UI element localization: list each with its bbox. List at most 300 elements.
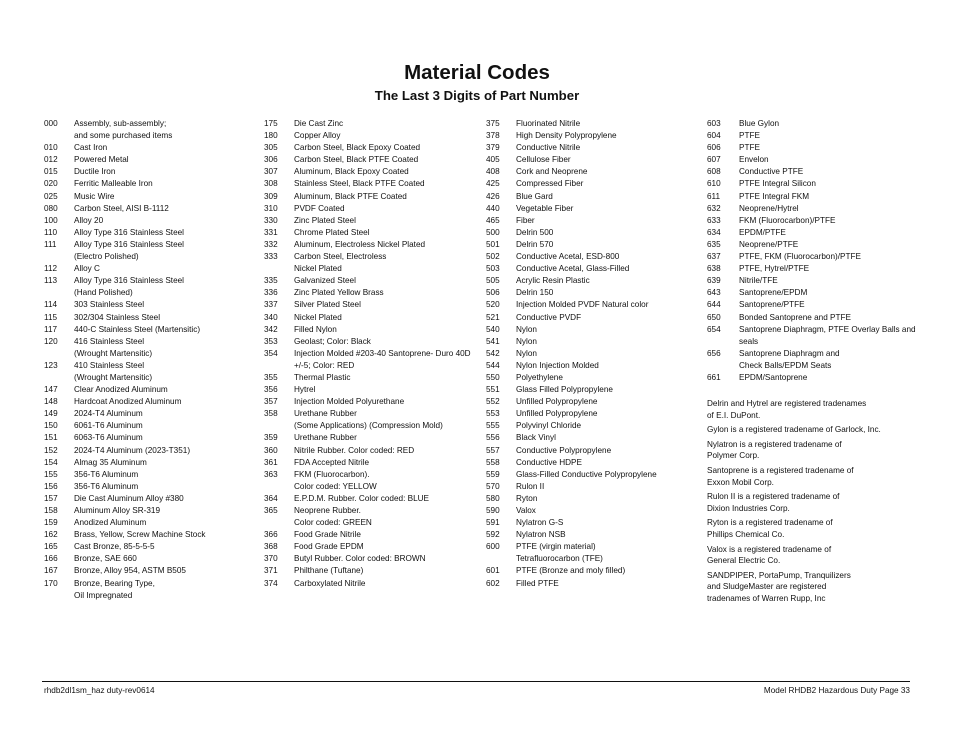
material-code-row	[44, 565, 254, 577]
material-code: 505	[486, 276, 500, 286]
material-code: 010	[44, 143, 58, 153]
material-code: 591	[486, 518, 500, 528]
material-code: 308	[264, 179, 278, 189]
material-code-row	[264, 118, 474, 130]
material-code: 148	[44, 397, 58, 407]
material-description: Glass-Filled Conductive Polypropylene	[516, 469, 657, 479]
material-description: Blue Gard	[516, 191, 553, 201]
material-code: 637	[707, 252, 721, 262]
material-code-row	[264, 408, 474, 420]
material-code-row	[486, 469, 702, 481]
material-code-row	[486, 420, 702, 432]
material-description: Hardcoat Anodized Aluminum	[74, 397, 182, 407]
material-code: 115	[44, 312, 58, 322]
material-description: Assembly, sub-assembly;	[74, 119, 167, 128]
material-code-row	[264, 227, 474, 239]
material-description: Carbon Steel, Electroless	[294, 252, 387, 262]
note-line: Valox is a registered tradename of	[707, 544, 832, 554]
tradename-note	[707, 439, 917, 462]
material-code-row	[707, 130, 917, 142]
material-code-row	[707, 166, 917, 178]
material-description: Aluminum, Electroless Nickel Plated	[294, 239, 426, 249]
material-code: 590	[486, 506, 500, 515]
material-code-row	[486, 324, 702, 336]
note-line: Gylon is a registered tradename of Garlock, Inc.	[707, 425, 881, 435]
material-description: Acrylic Resin Plastic	[516, 276, 590, 286]
material-description: FKM (Fluorocarbon).	[294, 469, 370, 479]
material-code-row	[264, 445, 474, 457]
material-description: Unfilled Polypropylene	[516, 397, 598, 407]
material-code-row	[44, 420, 254, 432]
material-code	[707, 336, 739, 348]
material-code: 440	[486, 203, 500, 213]
material-code: 541	[486, 336, 500, 346]
material-code-row	[44, 469, 254, 481]
material-description: PTFE	[739, 143, 760, 153]
material-code-row	[264, 432, 474, 444]
material-code: 149	[44, 409, 58, 419]
material-code-row	[44, 275, 254, 287]
material-description: Conductive PTFE	[739, 167, 804, 177]
material-code-row	[44, 578, 254, 590]
material-code-row	[44, 432, 254, 444]
material-code-row	[486, 481, 702, 493]
material-code-row	[264, 481, 474, 493]
material-description: Conductive Acetal, ESD-800	[516, 252, 620, 262]
material-description: 6061-T6 Aluminum	[74, 421, 143, 431]
material-code: 501	[486, 239, 500, 249]
material-description: 2024-T4 Aluminum	[74, 409, 143, 419]
material-code: 654	[707, 324, 721, 334]
material-code-row	[44, 517, 254, 529]
material-description: Oil Impregnated	[74, 590, 133, 600]
material-code-row	[707, 215, 917, 227]
material-description: Injection Molded PVDF Natural color	[516, 300, 649, 310]
footer-document-id: rhdb2dl1sm_haz duty-rev0614	[44, 686, 155, 695]
material-code: 123	[44, 360, 58, 370]
material-code: 632	[707, 203, 721, 213]
material-code: 159	[44, 518, 58, 528]
material-description: Zinc Plated Steel	[294, 215, 356, 225]
material-code: 151	[44, 433, 58, 443]
material-code-row	[486, 251, 702, 263]
material-code: 550	[486, 372, 500, 382]
material-code-row	[707, 142, 917, 154]
material-code-row	[44, 493, 254, 505]
material-code	[44, 348, 74, 360]
material-code: 521	[486, 312, 500, 322]
material-code: 336	[264, 288, 278, 298]
material-code-row	[44, 142, 254, 154]
material-code-row	[264, 251, 474, 263]
material-description: Alloy C	[74, 264, 100, 274]
material-code-row	[486, 517, 702, 529]
material-description: Aluminum, Black PTFE Coated	[294, 191, 407, 201]
material-code-row	[707, 324, 917, 336]
material-code-row	[707, 372, 917, 384]
material-code	[44, 251, 74, 263]
material-code: 112	[44, 264, 58, 274]
material-code-row	[486, 432, 702, 444]
material-code-row	[264, 348, 474, 360]
material-description: Alloy Type 316 Stainless Steel	[74, 276, 184, 286]
material-code-row	[264, 372, 474, 384]
material-description: Alloy Type 316 Stainless Steel	[74, 227, 184, 237]
page-subtitle: The Last 3 Digits of Part Number	[374, 88, 580, 103]
tradename-note	[707, 398, 917, 421]
material-description: Almag 35 Aluminum	[74, 457, 147, 467]
material-code: 309	[264, 191, 278, 201]
material-code-row	[486, 166, 702, 178]
material-code	[486, 553, 516, 565]
material-code: 110	[44, 227, 58, 237]
material-description: Color coded: GREEN	[294, 518, 372, 528]
material-code: 000	[44, 119, 58, 128]
material-description: Conductive HDPE	[516, 457, 582, 467]
material-code: 359	[264, 433, 278, 443]
material-code-row	[486, 541, 702, 553]
note-line: Dixion Industries Corp.	[707, 503, 790, 513]
material-description: Galvanized Steel	[294, 276, 356, 286]
material-code-row	[486, 348, 702, 360]
material-code-row	[44, 263, 254, 275]
material-description: Food Grade EPDM	[294, 542, 364, 552]
material-description: (Wrought Martensitic)	[74, 348, 153, 358]
material-description: Clear Anodized Aluminum	[74, 385, 168, 395]
material-code-row	[707, 227, 917, 239]
material-code-row	[264, 565, 474, 577]
material-description: PTFE, FKM (Fluorocarbon)/PTFE	[739, 252, 861, 262]
material-code-row	[707, 336, 917, 348]
material-description: Nylon	[516, 348, 537, 358]
material-code: 157	[44, 493, 58, 503]
material-description: Nitrile/TFE	[739, 276, 778, 286]
material-description: (Some Applications) (Compression Mold)	[294, 421, 443, 431]
material-description: PVDF Coated	[294, 203, 345, 213]
material-description: Rulon II	[516, 481, 545, 491]
material-code: 607	[707, 155, 721, 165]
material-description: and some purchased items	[74, 131, 173, 141]
material-code-row	[264, 312, 474, 324]
material-description: Urethane Rubber	[294, 433, 357, 443]
material-code: 580	[486, 493, 500, 503]
material-code: 555	[486, 421, 500, 431]
material-description: Die Cast Aluminum Alloy #380	[74, 493, 184, 503]
material-description: (Wrought Martensitic)	[74, 372, 153, 382]
material-code: 310	[264, 203, 278, 213]
material-code-row	[264, 203, 474, 215]
material-code: 166	[44, 554, 58, 564]
tradename-note	[707, 544, 917, 567]
material-code	[44, 590, 74, 602]
material-description: Silver Plated Steel	[294, 300, 361, 310]
material-code: 559	[486, 469, 500, 479]
material-description: Nylon Injection Molded	[516, 360, 599, 370]
material-description: EPDM/PTFE	[739, 227, 786, 237]
material-code-row	[486, 239, 702, 251]
material-description: Santoprene/PTFE	[739, 300, 805, 310]
material-code: 633	[707, 215, 721, 225]
material-code-row	[44, 541, 254, 553]
material-code	[264, 517, 294, 529]
material-code-row	[486, 312, 702, 324]
material-code-row	[44, 166, 254, 178]
material-code-column-2	[264, 118, 474, 590]
material-description: Butyl Rubber. Color coded: BROWN	[294, 554, 426, 564]
material-code: 111	[44, 239, 57, 249]
material-code: 405	[486, 155, 500, 165]
material-description: Delrin 150	[516, 288, 554, 298]
material-code: 634	[707, 227, 721, 237]
material-code: 503	[486, 264, 500, 274]
material-description: Santoprene/EPDM	[739, 288, 808, 298]
material-code-row	[486, 408, 702, 420]
material-description: Delrin 570	[516, 239, 554, 249]
material-code: 601	[486, 566, 500, 576]
material-code-row	[264, 384, 474, 396]
material-description: Cork and Neoprene	[516, 167, 588, 177]
material-code: 643	[707, 288, 721, 298]
material-code-row	[44, 312, 254, 324]
material-code: 552	[486, 397, 500, 407]
material-description: Glass Filled Polypropylene	[516, 385, 613, 395]
material-code: 361	[264, 457, 278, 467]
material-code: 333	[264, 252, 278, 262]
material-code: 117	[44, 324, 58, 334]
material-description: PTFE (Bronze and moly filled)	[516, 566, 626, 576]
material-code: 353	[264, 336, 278, 346]
material-code-row	[707, 348, 917, 360]
material-code-row	[44, 529, 254, 541]
material-code: 556	[486, 433, 500, 443]
material-description: Nylon	[516, 336, 537, 346]
material-code: 426	[486, 191, 500, 201]
material-description: Carbon Steel, Black PTFE Coated	[294, 155, 419, 165]
material-code-row	[264, 191, 474, 203]
note-line: Phillips Chemical Co.	[707, 529, 785, 539]
material-code: 150	[44, 421, 58, 431]
material-code-row	[486, 445, 702, 457]
material-code-row	[486, 191, 702, 203]
material-code	[264, 360, 294, 372]
material-code-row	[44, 396, 254, 408]
material-code-row	[264, 178, 474, 190]
material-description: Envelon	[739, 155, 769, 165]
material-code	[264, 481, 294, 493]
material-description: Tetrafluorocarbon (TFE)	[516, 554, 603, 564]
material-code-row	[44, 505, 254, 517]
material-code: 408	[486, 167, 500, 177]
material-code: 162	[44, 530, 58, 540]
material-code-row	[264, 263, 474, 275]
material-description: FKM (Fluorocarbon)/PTFE	[739, 215, 836, 225]
material-description: Copper Alloy	[294, 131, 341, 141]
material-code: 305	[264, 143, 278, 153]
material-code: 307	[264, 167, 278, 177]
material-description: Cast Bronze, 85-5-5-5	[74, 542, 155, 552]
material-code	[264, 420, 294, 432]
material-description: PTFE Integral Silicon	[739, 179, 816, 189]
material-code-row	[44, 481, 254, 493]
material-code: 015	[44, 167, 58, 177]
material-code-row	[264, 517, 474, 529]
tradename-note	[707, 491, 917, 514]
material-code-row	[486, 372, 702, 384]
material-code-row	[44, 408, 254, 420]
material-code: 331	[264, 227, 278, 237]
material-description: 356-T6 Aluminum	[74, 481, 139, 491]
material-code-row	[264, 553, 474, 565]
material-code: 020	[44, 179, 58, 189]
material-description: Bronze, Alloy 954, ASTM B505	[74, 566, 186, 576]
material-description: Cast Iron	[74, 143, 108, 153]
material-description: Philthane (Tuftane)	[294, 566, 364, 576]
material-code-row	[264, 130, 474, 142]
material-code-row	[44, 445, 254, 457]
note-line: Polymer Corp.	[707, 451, 760, 461]
material-code-row	[707, 178, 917, 190]
material-description: Fiber	[516, 215, 535, 225]
material-code: 156	[44, 481, 58, 491]
material-code: 371	[264, 566, 278, 576]
material-code-row	[44, 457, 254, 469]
material-code-row	[44, 553, 254, 565]
material-description: E.P.D.M. Rubber. Color coded: BLUE	[294, 493, 430, 503]
material-code: 165	[44, 542, 58, 552]
material-description: Vegetable Fiber	[516, 203, 574, 213]
material-code: 180	[264, 131, 278, 141]
material-code: 635	[707, 239, 721, 249]
tradename-note	[707, 517, 917, 540]
material-code-row	[486, 299, 702, 311]
material-description: 440-C Stainless Steel (Martensitic)	[74, 324, 201, 334]
note-line: Ryton is a registered tradename of	[707, 518, 833, 528]
material-code-row	[264, 166, 474, 178]
footer-divider	[42, 681, 910, 682]
material-code: 465	[486, 215, 500, 225]
material-code: 332	[264, 239, 278, 249]
material-description: Conductive Nitrile	[516, 143, 581, 153]
material-code-row	[486, 142, 702, 154]
material-code-row	[707, 203, 917, 215]
material-code: 147	[44, 385, 58, 395]
material-description: Neoprene/PTFE	[739, 239, 799, 249]
material-code-row	[264, 529, 474, 541]
material-code: 337	[264, 300, 278, 310]
material-code-row	[707, 118, 917, 130]
material-code-row	[44, 118, 254, 130]
material-description: 302/304 Stainless Steel	[74, 312, 161, 322]
material-code-row	[486, 130, 702, 142]
material-code-row	[44, 287, 254, 299]
material-code-row	[707, 239, 917, 251]
material-code: 638	[707, 264, 721, 274]
material-code: 425	[486, 179, 500, 189]
material-code	[44, 372, 74, 384]
material-code-row	[264, 239, 474, 251]
material-code: 506	[486, 288, 500, 298]
material-code-row	[44, 384, 254, 396]
tradename-note	[707, 570, 917, 605]
material-code: 611	[707, 191, 721, 201]
material-code: 366	[264, 530, 278, 540]
material-code-row	[486, 336, 702, 348]
material-code-row	[486, 384, 702, 396]
material-code: 364	[264, 493, 278, 503]
note-line: of E.I. DuPont.	[707, 410, 761, 420]
note-line: and SludgeMaster are registered	[707, 582, 827, 592]
material-description: Compressed Fiber	[516, 179, 584, 189]
material-description: Nickel Plated	[294, 312, 342, 322]
material-code-row	[707, 154, 917, 166]
material-code: 120	[44, 336, 58, 346]
material-description: Delrin 500	[516, 227, 554, 237]
material-description: Filled PTFE	[516, 578, 559, 588]
material-code-row	[264, 154, 474, 166]
material-code: 170	[44, 578, 58, 588]
material-description: seals	[739, 336, 759, 346]
material-code: 025	[44, 191, 58, 201]
material-description: Bronze, SAE 660	[74, 554, 137, 564]
material-code-row	[486, 493, 702, 505]
material-description: Thermal Plastic	[294, 372, 351, 382]
material-code: 330	[264, 215, 278, 225]
material-code-row	[44, 227, 254, 239]
material-code: 354	[264, 348, 278, 358]
material-description: 2024-T4 Aluminum (2023-T351)	[74, 445, 191, 455]
material-code	[44, 130, 74, 142]
material-description: 416 Stainless Steel	[74, 336, 145, 346]
material-code-row	[486, 396, 702, 408]
material-code-row	[264, 324, 474, 336]
material-code: 608	[707, 167, 721, 177]
material-code-row	[264, 215, 474, 227]
material-description: Food Grade Nitrile	[294, 530, 361, 540]
note-line: Exxon Mobil Corp.	[707, 477, 774, 487]
material-description: Carbon Steel, AISI B-1112	[74, 203, 169, 213]
material-code: 502	[486, 252, 500, 262]
material-code: 557	[486, 445, 500, 455]
material-code: 080	[44, 203, 58, 213]
material-description: Brass, Yellow, Screw Machine Stock	[74, 530, 206, 540]
material-code-row	[44, 191, 254, 203]
material-code: 154	[44, 457, 58, 467]
material-code-row	[486, 263, 702, 275]
material-code-row	[707, 312, 917, 324]
note-line: Nylatron is a registered tradename of	[707, 439, 842, 449]
material-description: Santoprene Diaphragm and	[739, 348, 840, 358]
material-code-row	[264, 420, 474, 432]
material-description: Powered Metal	[74, 155, 129, 165]
material-description: Nickel Plated	[294, 264, 342, 274]
material-code-row	[44, 130, 254, 142]
material-description: Alloy 20	[74, 215, 104, 225]
material-description: PTFE Integral FKM	[739, 191, 810, 201]
material-code-row	[486, 360, 702, 372]
material-code: 600	[486, 542, 500, 552]
material-code: 604	[707, 131, 721, 141]
material-description: Anodized Aluminum	[74, 518, 147, 528]
material-code: 520	[486, 300, 500, 310]
material-description: Polyvinyl Chloride	[516, 421, 582, 431]
material-code: 610	[707, 179, 721, 189]
material-code-row	[486, 203, 702, 215]
material-description: Carboxylated Nitrile	[294, 578, 366, 588]
material-description: Ferritic Malleable Iron	[74, 179, 153, 189]
material-description: (Electro Polished)	[74, 252, 139, 262]
material-code-row	[486, 529, 702, 541]
material-code-row	[264, 142, 474, 154]
